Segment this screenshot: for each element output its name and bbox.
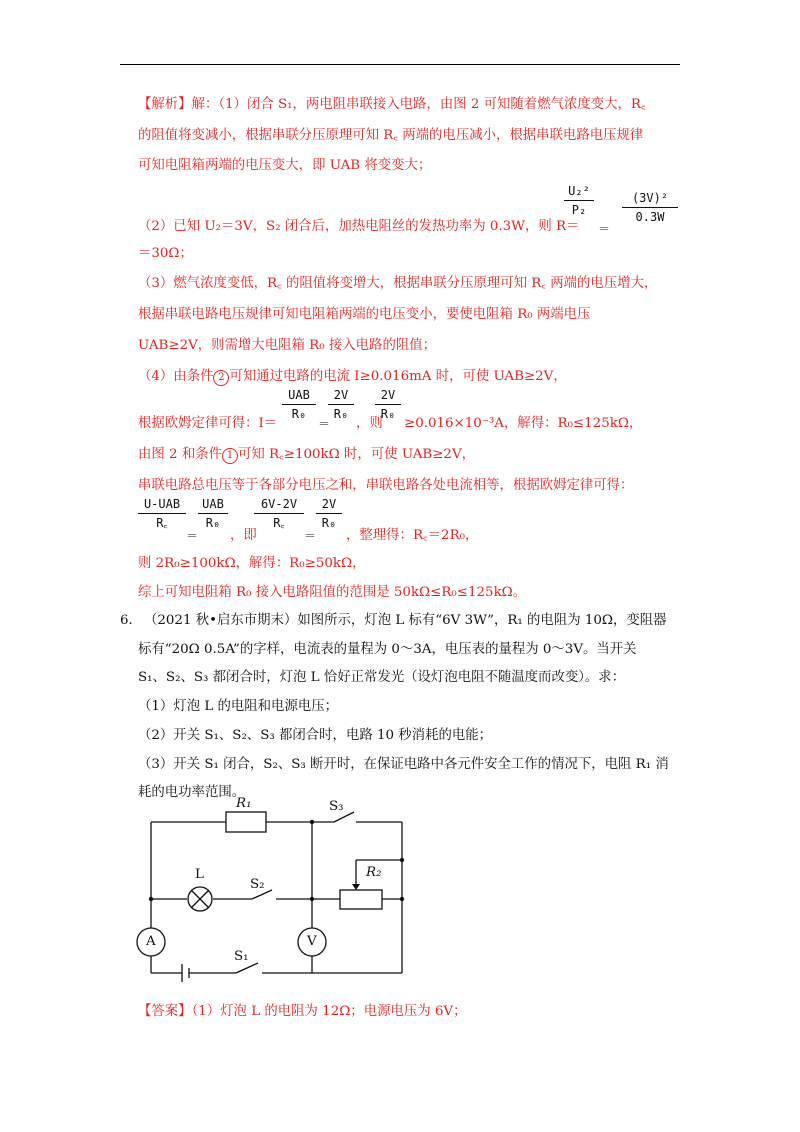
question-part-2: （2）开关 S₁、S₂、S₃ 都闭合时，电路 10 秒消耗的电能； — [138, 728, 493, 743]
fraction-2v-r0-c: 2V R₀ — [316, 497, 342, 530]
fraction-uab-r0: UAB R₀ — [282, 388, 316, 421]
answer-tag: 【答案】 — [138, 1004, 192, 1019]
rheostat-r2 — [340, 890, 382, 909]
question-line-3: S₁、S₂、S₃ 都闭合时，灯泡 L 恰好正常发光（设灯泡电阻不随温度而改变）。求： — [138, 670, 626, 685]
label-r2: R₂ — [366, 865, 382, 880]
question-number: 6． — [120, 613, 142, 628]
fraction-equals: ＝ — [598, 222, 611, 236]
label-r1: R₁ — [236, 796, 252, 811]
analysis-line-3: 可知电阻箱两端的电压变大，即 UAB 将变变大； — [138, 158, 432, 173]
analysis-conclusion: 综上可知电阻箱 R₀ 接入电路阻值的范围是 50kΩ≤R₀≤125kΩ。 — [138, 585, 527, 600]
fraction-3v-sq: (3V)² 0.3W — [622, 191, 678, 224]
fraction-u-minus-uab: U-UAB R꜀ — [138, 497, 186, 530]
label-s2: S₂ — [250, 877, 265, 892]
question-part-3: （3）开关 S₁ 闭合，S₂、S₃ 断开时，在保证电路中各元件安全工作的情况下，电阻 R₁ 消 — [138, 757, 669, 772]
circled-number-2: 2 — [213, 370, 229, 386]
header-rule — [120, 64, 680, 65]
label-ammeter: A — [146, 934, 156, 949]
analysis-line-8: UAB≥2V，则需增大电阻箱 R₀ 接入电路的阻值； — [138, 338, 437, 353]
label-s3: S₃ — [329, 799, 344, 814]
analysis-line-1: 【解析】解：（1）闭合 S₁，两电阻串联接入电路，由图 2 可知随着燃气浓度变大，R꜀ — [138, 97, 646, 112]
analysis-line-4: （2）已知 U₂＝3V，S₂ 闭合后，加热电阻丝的发热功率为 0.3W，则 R＝ — [138, 219, 580, 234]
question-part-1: （1）灯泡 L 的电阻和电源电压； — [138, 699, 339, 714]
answer-line: 【答案】（1）灯泡 L 的电阻为 12Ω；电源电压为 6V； — [138, 1004, 467, 1019]
question-line-1: （2021 秋•启东市期末）如图所示，灯泡 L 标有“6V 3W”，R₁ 的电阻为 10Ω，变阻器 — [144, 613, 667, 628]
analysis-line-5: ＝30Ω； — [138, 246, 193, 261]
label-voltmeter: V — [307, 934, 317, 949]
analysis-line-7: 根据串联电路电压规律可知电阻箱两端的电压变小，要使电阻箱 R₀ 两端电压 — [138, 307, 591, 322]
analysis-line-11: 由图 2 和条件 1 可知 R꜀≥100kΩ 时，可使 UAB≥2V， — [138, 447, 476, 462]
ohm-law-prefix: 根据欧姆定律可得：I＝ — [138, 416, 278, 431]
question-part-3-cont: 耗的电功率范围。 — [138, 785, 246, 800]
label-s1: S₁ — [234, 949, 249, 964]
fraction-u2-p2: U₂² P₂ — [564, 184, 594, 217]
resistor-r1 — [226, 812, 266, 832]
circled-number-1: 1 — [222, 448, 238, 464]
analysis-tag: 【解析】 — [138, 97, 192, 112]
fraction-2v-r0-b: 2V R₀ — [375, 388, 401, 421]
analysis-line-14: 则 2R₀≥100kΩ，解得：R₀≥50kΩ， — [138, 556, 366, 571]
analysis-line-6: （3）燃气浓度变低，R꜀ 的阻值将变增大，根据串联分压原理可知 R꜀ 两端的电压增大， — [138, 276, 658, 291]
fraction-uab-r0-eq: UAB R₀ — [198, 497, 228, 530]
question-line-2: 标有“20Ω 0.5A”的字样，电流表的量程为 0～3A，电压表的量程为 0～3V。当开关 — [138, 642, 637, 657]
fraction-6v-2v: 6V-2V R꜀ — [254, 497, 304, 530]
analysis-line-9: （4）由条件 2 可知通过电路的电流 I≥0.016mA 时，可使 UAB≥2V， — [138, 369, 567, 384]
analysis-line-2: 的阻值将变减小，根据串联分压原理可知 R꜀ 两端的电压减小，根据串联电路电压规律 — [138, 128, 644, 143]
fraction-2v-r0-a: 2V R₀ — [328, 388, 354, 421]
analysis-line-12: 串联电路总电压等于各部分电压之和，串联电路各处电流相等，根据欧姆定律可得： — [138, 478, 634, 493]
label-l: L — [195, 867, 204, 882]
